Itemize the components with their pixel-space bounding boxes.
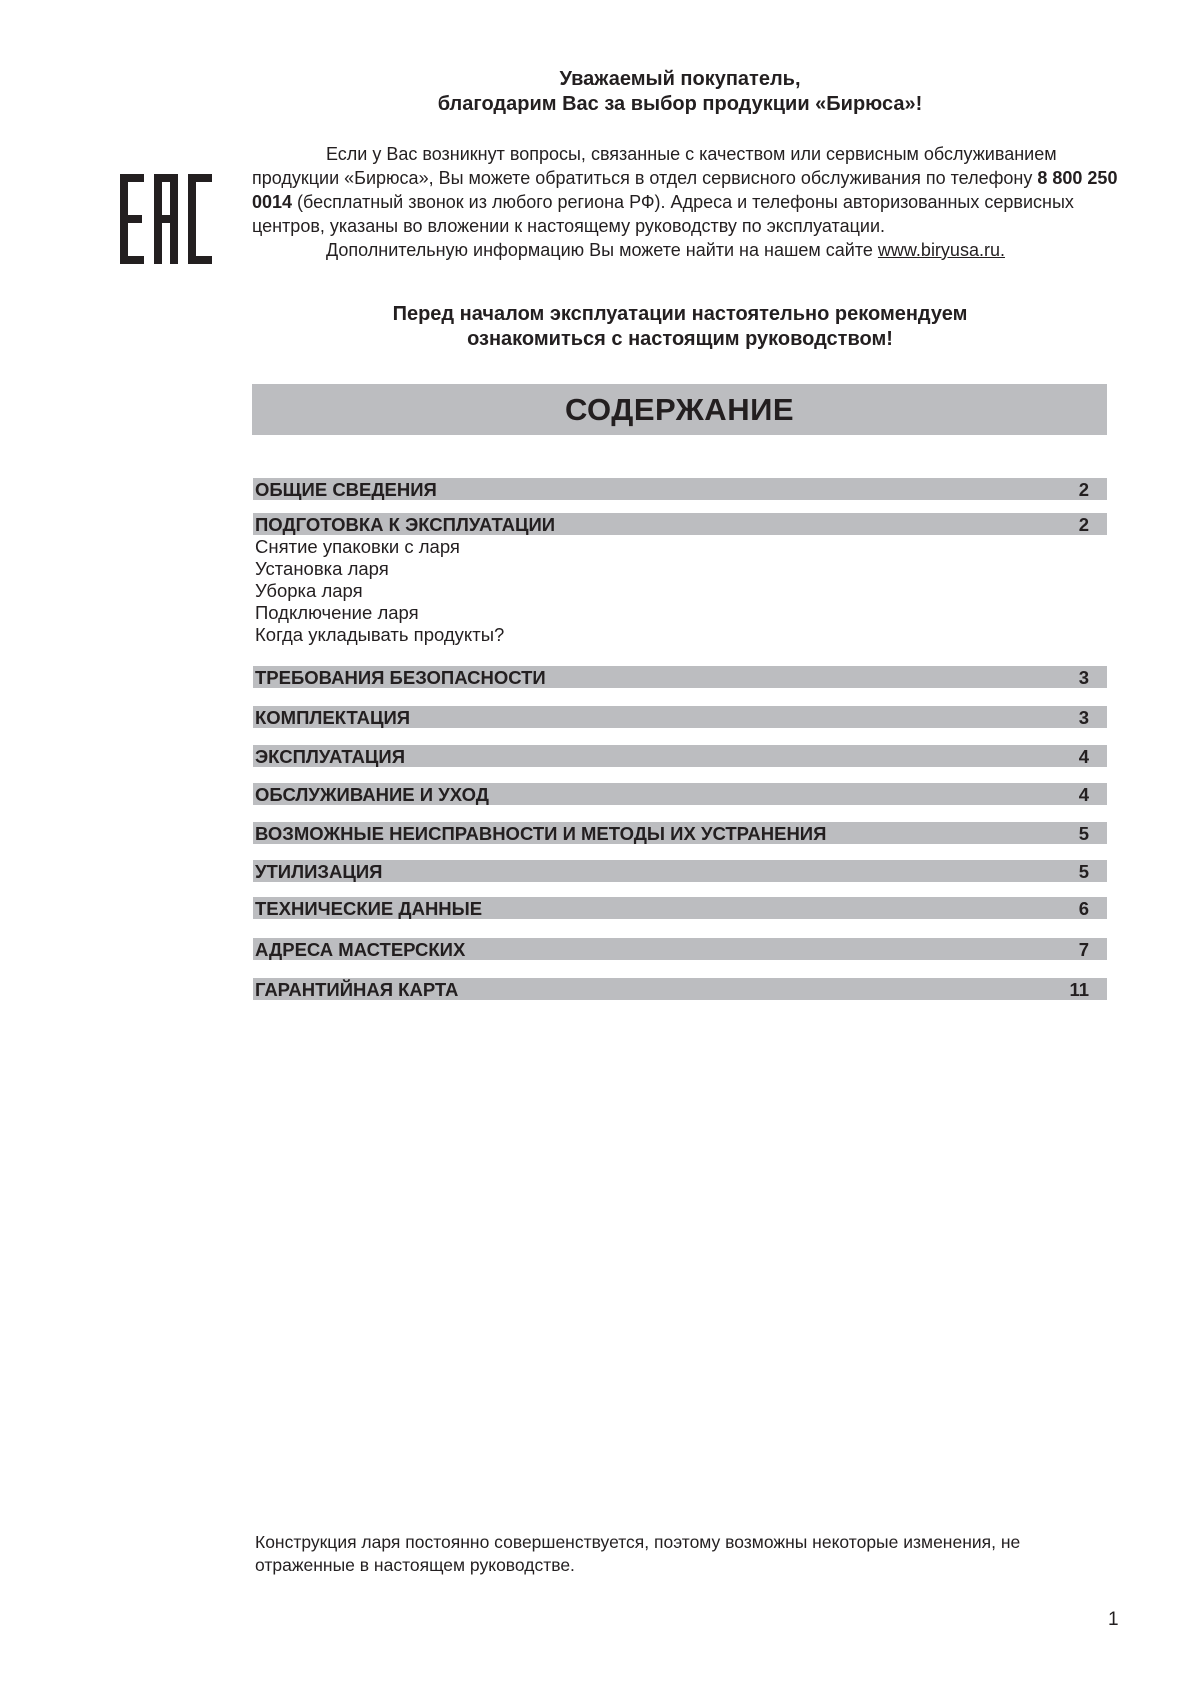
toc-entry-page: 6 [1078,898,1089,919]
toc-subitem[interactable]: Установка ларя [255,558,389,579]
toc-entry-label: ВОЗМОЖНЫЕ НЕИСПРАВНОСТИ И МЕТОДЫ ИХ УСТРАНЕНИЯ [255,823,827,844]
toc-entry[interactable] [253,897,1107,919]
toc-entry-label: ТЕХНИЧЕСКИЕ ДАННЫЕ [255,898,483,919]
toc-entry[interactable] [253,860,1107,882]
toc-entry-page: 3 [1078,707,1089,728]
toc-entry[interactable] [253,666,1107,688]
toc-entry[interactable] [253,745,1107,767]
intro-text [252,142,1122,262]
toc-subitems [255,536,504,646]
greeting-heading [250,67,1110,117]
toc-entry-page: 11 [1069,979,1089,1000]
greeting-line-1: Уважаемый покупатель, [559,68,801,90]
toc-entry-label: УТИЛИЗАЦИЯ [255,861,383,882]
toc-entry-label: ОБСЛУЖИВАНИЕ И УХОД [255,784,489,805]
service-text-start: Если у Вас возникнут вопросы, связанные с качеством или сервисным обслуживанием продукции «Бирюса», Вы можете обратиться в отдел сервисного обслуживания по телефону [252,144,1057,188]
toc-entry-label: АДРЕСА МАСТЕРСКИХ [255,939,466,960]
notice-line-2: ознакомиться с настоящим руководством! [467,328,893,350]
design-change-note: Конструкция ларя постоянно совершенствуется, поэтому возможны некоторые изменения, не отраженные в настоящем руководстве. [255,1532,1021,1575]
eac-mark-icon [120,174,212,264]
toc-entry-page: 2 [1078,479,1089,500]
website-link[interactable]: www.biryusa.ru. [877,240,1005,260]
toc-subitem[interactable]: Подключение ларя [255,602,419,623]
toc-entry-label: КОМПЛЕКТАЦИЯ [255,707,411,728]
toc-entry-label: ПОДГОТОВКА К ЭКСПЛУАТАЦИИ [255,514,556,535]
toc-subitem[interactable]: Снятие упаковки с ларя [255,536,460,557]
toc-entry[interactable] [253,978,1107,1000]
greeting-line-2: благодарим Вас за выбор продукции «Бирюса»! [437,93,923,115]
toc-subitem[interactable]: Когда укладывать продукты? [255,624,505,645]
toc-entry[interactable] [253,706,1107,728]
service-paragraph [252,142,1122,238]
toc-entry-page: 4 [1078,746,1089,767]
toc-entry[interactable] [253,478,1107,500]
website-paragraph [252,238,1122,262]
page-number: 1 [1108,1609,1119,1630]
contents-title: СОДЕРЖАНИЕ [252,384,1107,435]
read-manual-notice [250,302,1110,352]
toc-entry-label: ЭКСПЛУАТАЦИЯ [255,746,406,767]
toc-entry-label: ГАРАНТИЙНАЯ КАРТА [255,979,459,1000]
service-text-end: (бесплатный звонок из любого региона РФ). Адреса и телефоны авторизованных сервисных центров, указаны во вложении к настоящему руководству по эксплуатации. [252,192,1074,236]
service-phone: 8 800 250 0014 [252,168,1118,212]
toc-entry-page: 3 [1078,667,1089,688]
toc-entry[interactable] [253,513,1107,535]
toc-entry-page: 2 [1078,514,1089,535]
toc-entry-label: ОБЩИЕ СВЕДЕНИЯ [255,479,437,500]
toc-entry-label: ТРЕБОВАНИЯ БЕЗОПАСНОСТИ [255,667,546,688]
website-text: Дополнительную информацию Вы можете найти на нашем сайте [326,240,878,260]
toc-entry[interactable] [253,783,1107,805]
toc-entry-page: 5 [1078,823,1089,844]
toc-entry[interactable] [253,938,1107,960]
toc-entry-page: 5 [1078,861,1089,882]
toc-entry-page: 7 [1078,939,1089,960]
toc-entry[interactable] [253,822,1107,844]
notice-line-1: Перед началом эксплуатации настоятельно рекомендуем [392,303,968,325]
toc-entry-page: 4 [1078,784,1089,805]
toc-subitem[interactable]: Уборка ларя [255,580,363,601]
